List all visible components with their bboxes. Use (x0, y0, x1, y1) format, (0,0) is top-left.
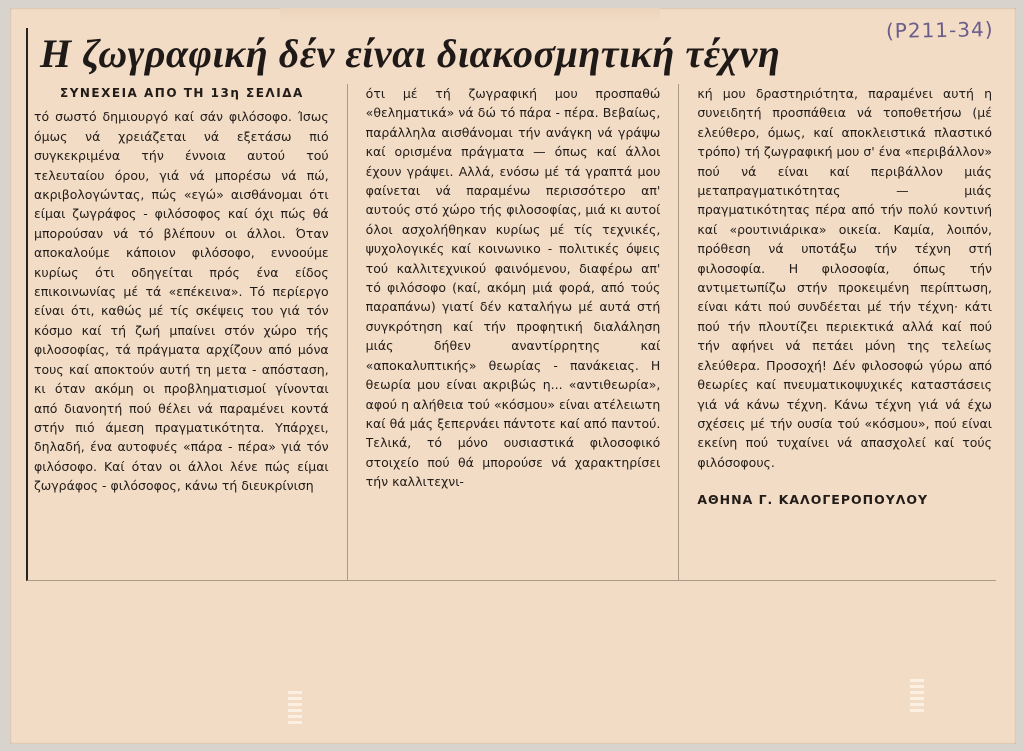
article-column-2 (366, 84, 661, 580)
staple-mark (910, 676, 924, 712)
column-divider (678, 84, 679, 580)
archive-annotation: (P211-34) (886, 17, 995, 43)
article-column-3 (697, 84, 992, 580)
article-headline: Η ζωγραφική δέν είναι διακοσμητική τέχνη (40, 31, 781, 76)
staple-mark (288, 688, 302, 724)
column-1-text: τό σωστό δημιουργό καί σάν φιλόσοφο. Ίσως όμως νά χρειάζεται νά εξετάσω πιό συγκεκριμένα τήν έννοια αυτού τού τελευταίου όρου, γιά νά μπορέσω νά πώ, ακριβολογώντας, πώς «εγώ» αισθάνομαι ότι είμαι ζωγράφος - φιλόσοφος καί όχι πώς θά μπορούσαν νά τό βλέπουν οι άλλοι. Όταν αποκαλούμε κάποιον φιλόσοφο, εννοούμε κυρίως ότι οδηγείται πρός ένα είδος επικοινωνίας μέ τά «επέκεινα». Τό περίεργο είναι ότι, καθώς μέ τίς σκέψεις του γιά τόν κόσμο καί τή ζωή μπαίνει στόν χώρο τής φιλοσοφίας, τά πράγματα αρχίζουν από μόνα τους καί αποκτούν αυτή τη μετα - απόσταση, κι όταν ακόμη οι προβληματισμοί γίνονται από διανοητή πού θέλει νά παραμένει κοντά στήν πιό άμεση πραγματικότητα. Υπάρχει, δηλαδή, ένα αυτοφυές «πάρα - πέρα» γιά τόν φιλόσοφο. Καί όταν οι άλλοι λένε πώς είμαι ζωγράφος - φιλόσοφος, κάνω τή διευκρίνιση (34, 109, 329, 494)
column-3-text: κή μου δραστηριότητα, παραμένει αυτή η συνειδητή προσπάθεια νά τοποθετήσω (μέ ελεύθερο, όμως, καί αποκλειστικά πλαστικό τρόπο) τή ζωγραφική μου σ' ένα «περιβάλλον» πού νά είναι καί περιβάλλον μιάς μεταπραγματικότητας — μιάς πραγματικότητας πέρα από τήν πολύ κοντινή καί «ρουτινιάρικα» οικεία. Καμία, λοιπόν, πρόθεση νά υποτάξω τήν τέχνη στή φιλοσοφία. Η φιλοσοφία, όπως τήν αντιμετωπίζω στήν προκειμένη περίπτωση, είναι κάτι πού συνδέεται μέ τήν τέχνη· κάτι πού τήν πλουτίζει περιεκτικά αλλά καί πού τήν αφήνει νά πετάει μόνη της τελείως ελεύθερα. Προσοχή! Δέν φιλοσοφώ γύρω από θεωρίες καί πνευματικοψυχικές καταστάσεις γιά νά κάνω τέχνη. Κάνω τέχνη γιά νά έχω σχέσεις μέ τήν ουσία τού «κόσμου», πού είναι εκείνη πού τυχαίνει νά απασχολεί καί τούς φιλόσοφους. (697, 86, 993, 470)
article-body (34, 84, 992, 580)
continuation-note: ΣΥΝΕΧΕΙΑ ΑΠΟ ΤΗ 13η ΣΕΛΙΔΑ (60, 86, 304, 100)
article-column-1 (34, 84, 329, 580)
newspaper-clipping (10, 8, 1016, 744)
column-2-text: ότι μέ τή ζωγραφική μου προσπαθώ «θεληματικά» νά δώ τό πάρα - πέρα. Βεβαίως, παράλληλα αισθάνομαι τήν ανάγκη νά γράψω καί ορισμένα πράγματα — όπως καί άλλοι έχουν γράψει. Αλλά, ενόσω μέ τά γραπτά μου φαίνεται νά παραμένω περισσότερο απ' αυτούς στό χώρο τής φιλοσοφίας, μιά κι αυτοί όλοι ασχολήθηκαν κυρίως μέ τίς τεχνικές, ψυχολογικές καί κοινωνικο - πολιτικές όψεις τού καλλιτεχνικού φαινόμενου, διαφέρω απ' τό φιλόσοφο (καί, ακόμη μιά φορά, από τούς παραπάνω) γιατί δέν καταλήγω μέ αυτά στή συγκρότηση καί τήν προφητική διαλάληση μιάς δήθεν αναντίρρητης καί «αποκαλυπτικής» θεωρίας - πανάκειας. Η θεωρία μου είναι ακριβώς η... «αντιθεωρία», αφού η αλήθεια τού «κόσμου» είναι ατέλειωτη καί θά μάς ξεπερνάει πάντοτε καί από παντού. Τελικά, τό μόνο ουσιαστικά φιλοσοφικό στοιχείο πού θά μπορούσε νά χαρακτηρίσει τήν καλλιτεχνι- (365, 86, 661, 490)
paper-fold (280, 8, 660, 22)
author-byline: ΑΘΗΝΑ Γ. ΚΑΛΟΓΕΡΟΠΟΥΛΟΥ (697, 492, 929, 508)
column-divider (347, 84, 348, 580)
